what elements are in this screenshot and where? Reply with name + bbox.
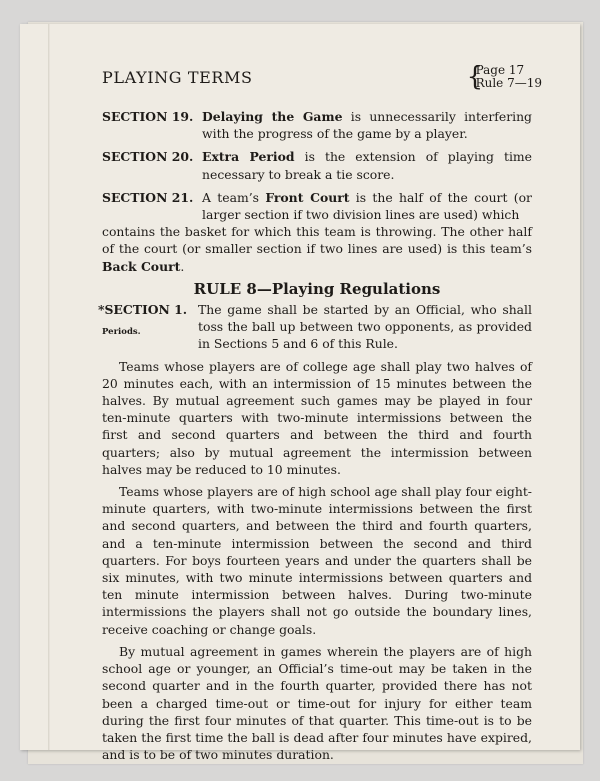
section-text: contains the basket for which this team is throwing. The other half of the court (or smaller section if two lines are used) is this team’s: [102, 224, 532, 257]
section-label: SECTION 20.: [102, 149, 194, 165]
paragraph: By mutual agreement in games wherein the players are of high school age or younger, an Official’s time-out may be taken in the second quarter and in the fourth quarter, provided there has not been a charged time-out or time-out for injury for either team during the first four minutes of that quarter. This time-out is to be taken the first time the ball is dead after four minutes have expired, and is to be of two minutes duration.: [102, 643, 532, 763]
section-text: .: [180, 258, 185, 274]
section-label: SECTION 21.: [102, 189, 194, 205]
page-fold: [48, 24, 50, 750]
defined-term: Delaying the Game: [202, 109, 343, 124]
section-text: A team’s: [202, 189, 259, 205]
section-label: SECTION 19.: [102, 109, 194, 124]
page-reference: [466, 62, 542, 92]
section-21-continuation: [102, 223, 532, 275]
book-page: [20, 24, 580, 763]
paragraph: Teams whose players are of high school age shall play four eight-minute quarters, with two-minute intermissions between the first and second quarters, and between the third and fourth quarters, and a ten-minute intermission between the second and third quarters. For boys fourteen years and under the quarters shall be six minutes, with two minute intermissions between quarters and ten minute intermission between halves. During two-minute intermissions the players shall not go outside the boundary lines, receive coaching or change goals.: [102, 484, 532, 637]
section-text: The game shall be started by an Official, who shall toss the ball up between two opponents, as provided in Sections 5 and 6 of this Rule.: [198, 302, 532, 352]
section-20: [102, 148, 532, 182]
rule-range: Rule 7—19: [475, 76, 542, 90]
section-text: is the half of the court (or larger section if two division lines are used) which: [202, 189, 532, 223]
section-text: is the extension of playing time necessary to break a tie score.: [202, 149, 532, 182]
rule-heading: RULE 8—Playing Regulations: [193, 279, 441, 298]
defined-term: Extra Period: [202, 149, 295, 165]
paragraph: Teams whose players are of college age shall play two halves of 20 minutes each, with an intermission of 15 minutes between the halves. By mutual agreement such games may be played in four ten-minute quarters with two-minute intermissions between the first and second quarters and between the third and fourth quarters; also by mutual agreement the intermission between halves may be reduced to 10 minutes.: [102, 358, 532, 477]
side-note: Periods.: [102, 327, 141, 338]
section-19: [102, 108, 532, 142]
rule-8-section-1: [98, 301, 532, 353]
page-number: Page 17: [475, 63, 525, 77]
section-21-lead: [102, 189, 532, 223]
page-header: [102, 64, 542, 98]
brace-icon: {: [466, 62, 484, 92]
running-head: PLAYING TERMS: [102, 68, 253, 87]
defined-term: Front Court: [265, 189, 350, 205]
section-label: *SECTION 1.: [98, 302, 188, 318]
defined-term: Back Court: [102, 258, 181, 274]
section-21: [102, 189, 532, 275]
section-text: is unnecessarily interfering with the progress of the game by a player.: [202, 109, 532, 142]
page-body: [98, 108, 532, 763]
